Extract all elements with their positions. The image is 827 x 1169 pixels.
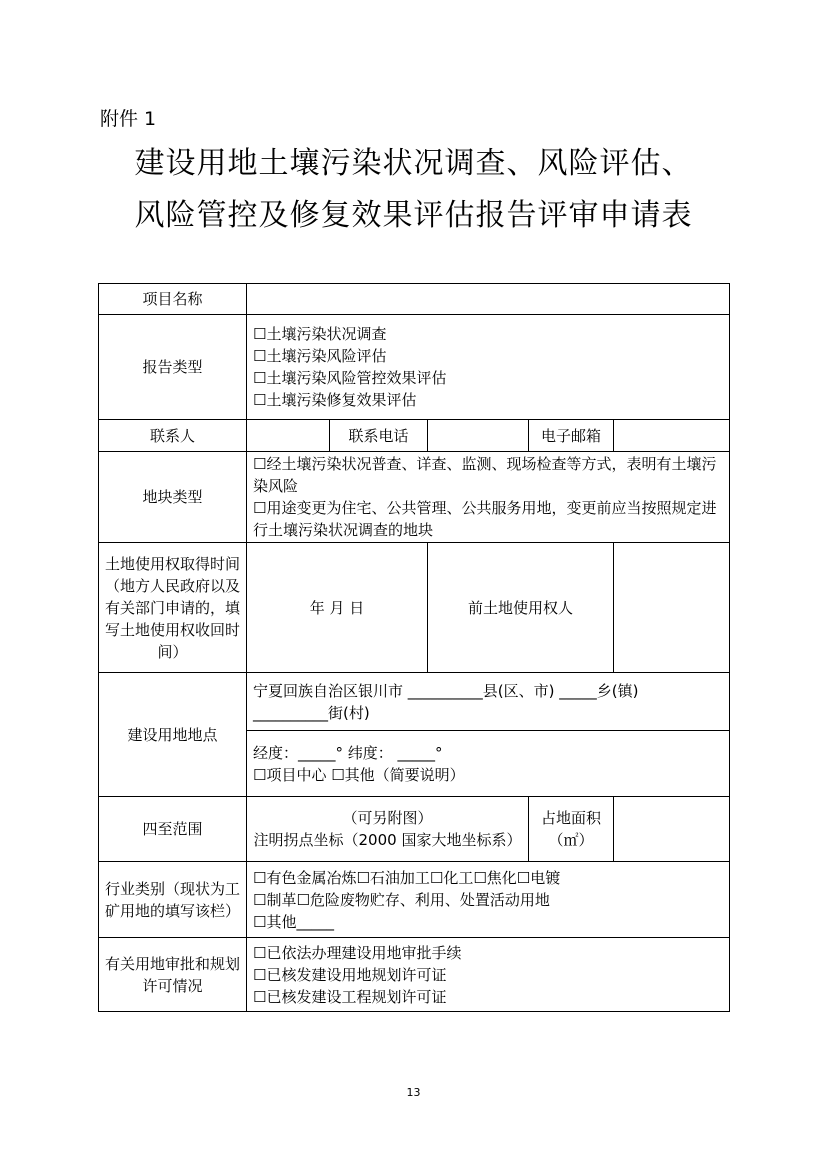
row-project-name — [99, 284, 730, 315]
industry-line-2[interactable]: ☐制革☐危险废物贮存、利用、处置活动用地 — [253, 890, 550, 909]
contact-label: 联系人 — [99, 420, 247, 452]
page-number: 13 — [406, 1086, 421, 1099]
location-address-line-2[interactable]: __________街(村) — [253, 703, 370, 722]
boundary-note[interactable] — [247, 797, 529, 862]
coords-line[interactable]: 经度：_____° 纬度： _____° — [253, 743, 443, 762]
row-plot-type — [99, 452, 730, 543]
location-label: 建设用地地点 — [99, 673, 247, 797]
plot-type-option-1[interactable]: ☐经土壤污染状况普查、详查、监测、现场检查等方式，表明有土壤污染风险 — [253, 455, 717, 495]
report-type-option[interactable]: ☐土壤污染状况调查 — [253, 325, 387, 343]
location-coords — [247, 731, 730, 797]
land-time-date[interactable]: 年 月 日 — [247, 543, 428, 673]
plot-type-options — [247, 452, 730, 543]
boundary-note-1: （可另附图） — [342, 809, 433, 827]
title-line-1: 建设用地土壤污染状况调查、风险评估、 — [134, 146, 693, 181]
location-address-line-1[interactable]: 宁夏回族自治区银川市 __________县(区、市) _____乡(镇) — [253, 681, 639, 700]
report-type-option[interactable]: ☐土壤污染修复效果评估 — [253, 391, 417, 409]
row-report-type — [99, 315, 730, 420]
phone-label: 联系电话 — [330, 420, 428, 452]
report-type-option[interactable]: ☐土壤污染风险管控效果评估 — [253, 369, 447, 387]
report-type-label: 报告类型 — [99, 315, 247, 420]
approval-label: 有关用地审批和规划许可情况 — [99, 938, 247, 1012]
land-time-label: 土地使用权取得时间（地方人民政府以及有关部门申请的，填写土地使用权收回时间） — [99, 543, 247, 673]
project-name-field[interactable] — [247, 284, 730, 315]
row-location-address — [99, 673, 730, 731]
contact-field[interactable] — [247, 420, 330, 452]
location-address — [247, 673, 730, 731]
report-type-options — [247, 315, 730, 420]
approval-line-1[interactable]: ☐已依法办理建设用地审批手续 — [253, 943, 462, 962]
area-label: 占地面积（㎡） — [529, 797, 614, 862]
industry-line-3[interactable]: ☐其他_____ — [253, 912, 334, 931]
row-land-time — [99, 543, 730, 673]
attachment-label: 附件 1 — [100, 108, 157, 130]
plot-type-option-2[interactable]: ☐用途变更为住宅、公共管理、公共服务用地，变更前应当按照规定进行土壤污染状况调查的地块 — [253, 499, 717, 539]
project-name-label: 项目名称 — [99, 284, 247, 315]
point-options[interactable]: ☐项目中心 ☐其他（简要说明） — [253, 765, 465, 784]
former-owner-field[interactable] — [614, 543, 730, 673]
email-label: 电子邮箱 — [529, 420, 614, 452]
industry-line-1[interactable]: ☐有色金属冶炼☐石油加工☐化工☐焦化☐电镀 — [253, 868, 561, 887]
row-contact — [99, 420, 730, 452]
area-field[interactable] — [614, 797, 730, 862]
row-approval — [99, 938, 730, 1012]
row-industry — [99, 862, 730, 938]
plot-type-label: 地块类型 — [99, 452, 247, 543]
former-owner-label: 前土地使用权人 — [428, 543, 614, 673]
report-type-option[interactable]: ☐土壤污染风险评估 — [253, 347, 387, 365]
email-field[interactable] — [614, 420, 730, 452]
industry-options — [247, 862, 730, 938]
phone-field[interactable] — [428, 420, 529, 452]
approval-options — [247, 938, 730, 1012]
approval-line-3[interactable]: ☐已核发建设工程规划许可证 — [253, 987, 447, 1006]
approval-line-2[interactable]: ☐已核发建设用地规划许可证 — [253, 965, 447, 984]
row-boundary — [99, 797, 730, 862]
title-line-2: 风险管控及修复效果评估报告评审申请表 — [134, 198, 693, 233]
industry-label: 行业类别（现状为工矿用地的填写该栏） — [99, 862, 247, 938]
boundary-note-2: 注明拐点坐标（2000 国家大地坐标系） — [253, 831, 522, 849]
boundary-label: 四至范围 — [99, 797, 247, 862]
application-form-table — [98, 283, 730, 1012]
